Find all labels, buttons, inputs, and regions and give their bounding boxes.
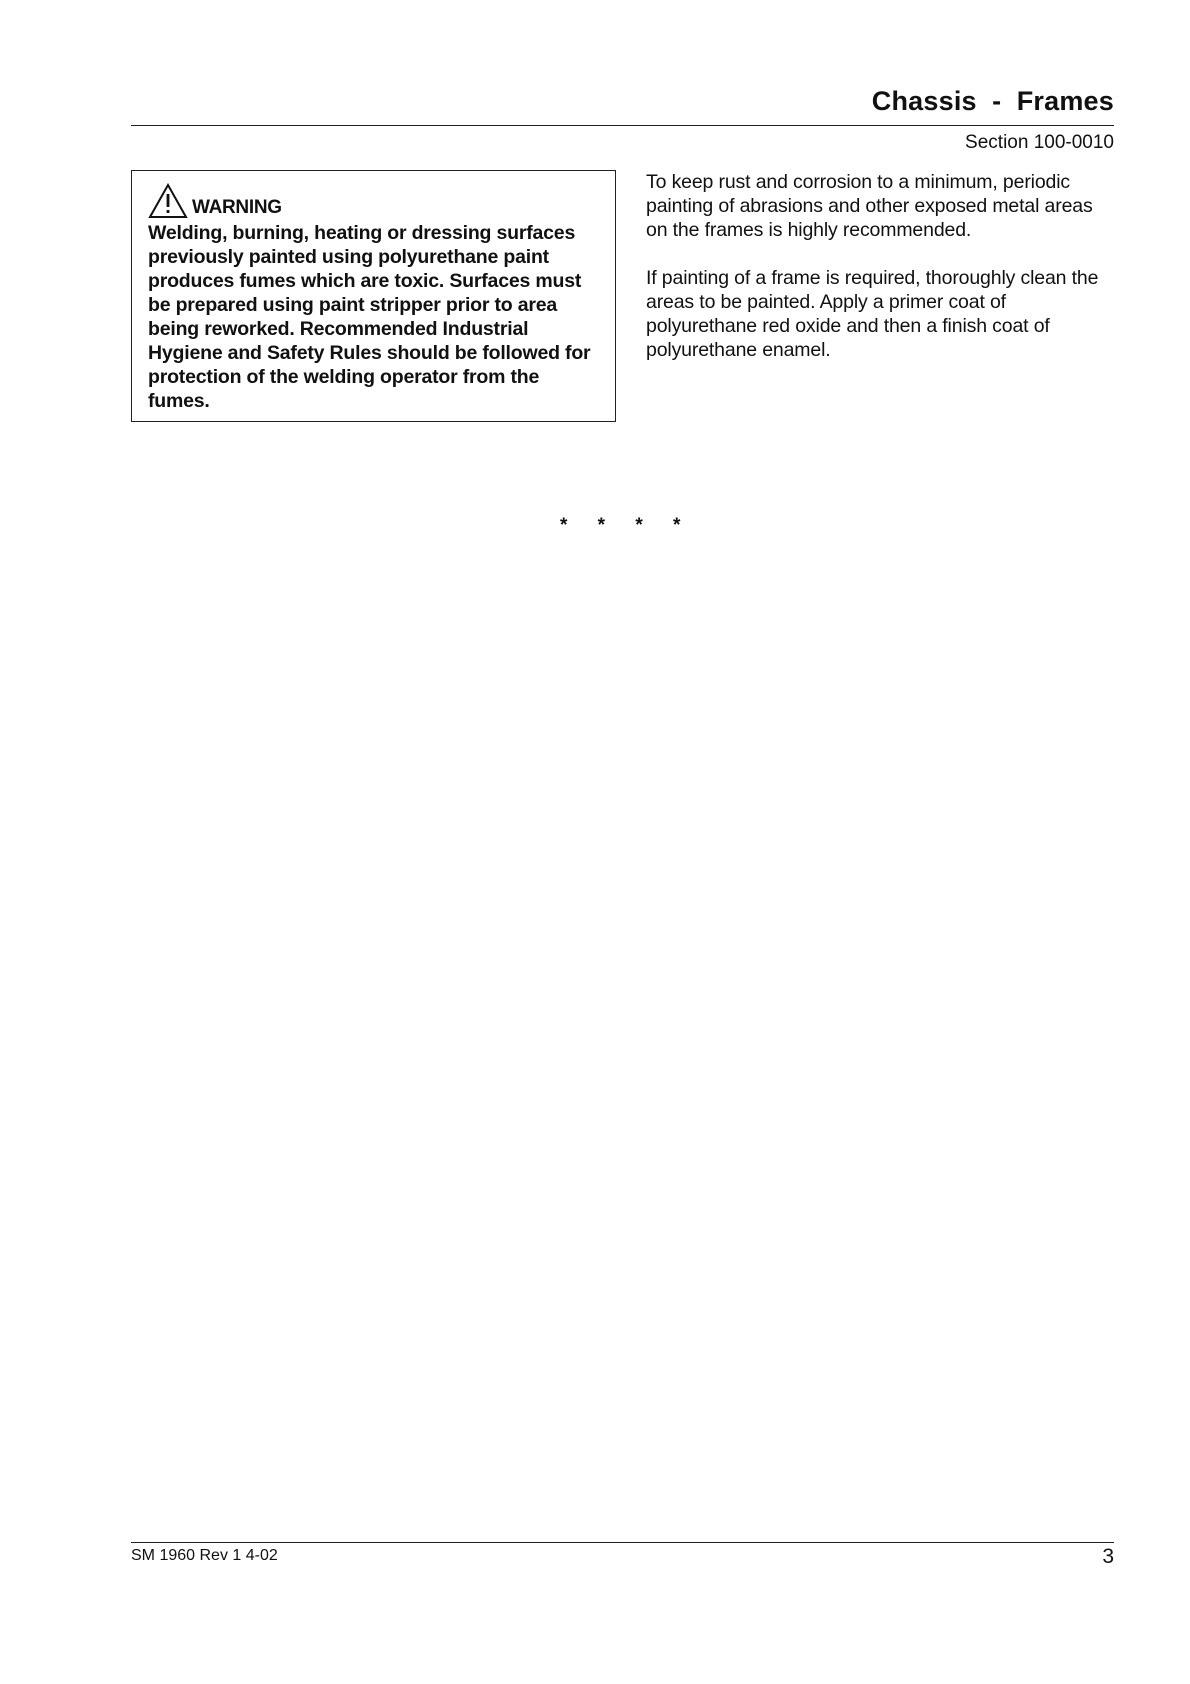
- body-paragraph: To keep rust and corrosion to a minimum, periodic painting of abrasions and other exposed metal areas on the frames is highly recommended.: [646, 171, 1093, 241]
- warning-triangle-icon: [148, 183, 188, 219]
- header-divider: [131, 125, 1114, 126]
- warning-text: Welding, burning, heating or dressing surfaces previously painted using polyurethane paint produces fumes which are toxic. Surfaces must be prepared using paint stripper prior to area being reworked. Recommended Industrial Hygiene and Safety Rules should be followed for protection of the welding operator from the fumes.: [148, 222, 591, 412]
- body-paragraph: If painting of a frame is required, thoroughly clean the areas to be painted. Apply a primer coat of polyurethane red oxide and then a finish coat of polyurethane enamel.: [646, 267, 1099, 361]
- document-id: SM 1960 Rev 1 4-02: [131, 1547, 278, 1564]
- page-title: Chassis - Frames: [871, 86, 1114, 116]
- page-number: 3: [1102, 1545, 1114, 1568]
- warning-title: WARNING: [192, 197, 282, 218]
- warning-header: [148, 181, 603, 219]
- footer-divider: [131, 1542, 1114, 1543]
- section-label: Section 100-0010: [965, 132, 1114, 153]
- warning-box: [131, 170, 616, 422]
- body-column: [646, 170, 1116, 386]
- section-end-separator: * * * *: [560, 515, 681, 536]
